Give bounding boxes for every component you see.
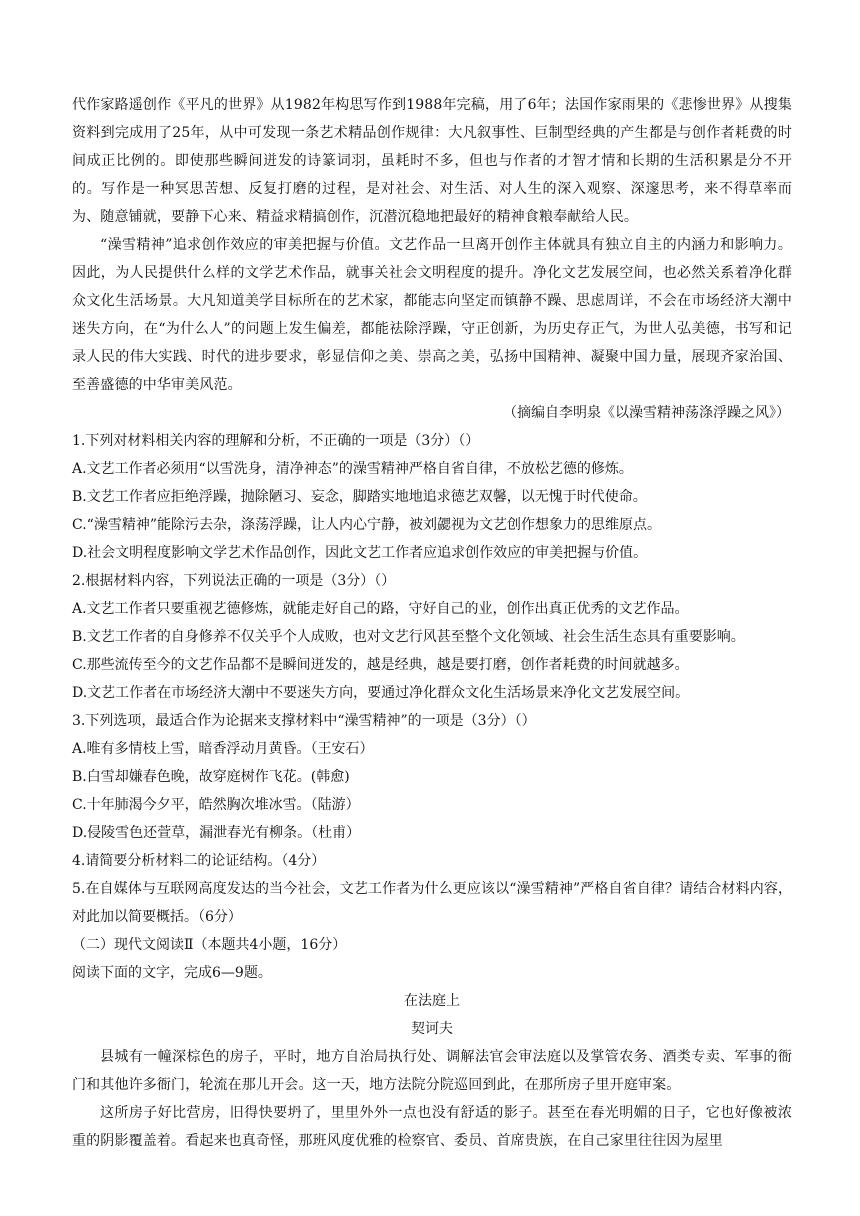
story-paragraph-1: 县城有一幢深棕色的房子，平时，地方自治局执行处、调解法官会审法庭以及掌管农务、酒类专卖、军事的衙门和其他许多衙门，轮流在那儿开会。这一天，地方法院分院巡回到此，在那所房子里开庭审案。: [72, 1049, 792, 1093]
question-4: 4.请简要分析材料二的论证结构。（4分）: [72, 853, 326, 869]
question-3-stem: 3.下列选项，最适合作为论据来支撑材料中“澡雪精神”的一项是（3分）（）: [72, 713, 536, 729]
section-two: [72, 931, 792, 1155]
question-3-option-b: B.白雪却嫌春色晚，故穿庭树作飞花。(韩愈): [72, 769, 350, 785]
questions-4-5: [72, 847, 792, 931]
question-3-option-a: A.唯有多情枝上雪，暗香浮动月黄昏。（王安石）: [72, 741, 374, 757]
question-1-stem: 1.下列对材料相关内容的理解和分析，不正确的一项是（3分）（）: [72, 433, 480, 449]
question-1-option-a: A.文艺工作者必须用“以雪洗身，清净神态”的澡雪精神严格自省自律，不放松艺德的修炼。: [72, 461, 633, 477]
question-3-option-c: C.十年肺渴今夕平，皓然胸次堆冰雪。（陆游）: [72, 797, 360, 813]
question-2-option-c: C.那些流传至今的文艺作品都不是瞬间迸发的，越是经典，越是要打磨，创作者耗费的时间就越多。: [72, 657, 689, 673]
question-2-option-d: D.文艺工作者在市场经济大潮中不要迷失方向，要通过净化群众文化生活场景来净化文艺发展空间。: [72, 685, 690, 701]
story-author: 契诃夫: [411, 1021, 453, 1037]
section-two-heading: （二）现代文阅读Ⅱ（本题共4小题，16分）: [72, 937, 347, 953]
story-paragraph-2: 这所房子好比营房，旧得快要坍了，里里外外一点也没有舒适的影子。甚至在春光明媚的日子，它也好像被浓重的阴影覆盖着。看起来也真奇怪，那班风度优雅的检察官、委员、首席贵族，在自己家里往往因为屋里: [72, 1105, 792, 1149]
question-2-option-b: B.文艺工作者的自身修养不仅关乎个人成败，也对文艺行风甚至整个文化领域、社会生活生态具有重要影响。: [72, 629, 745, 645]
question-1-option-b: B.文艺工作者应拒绝浮躁，抛除陋习、妄念，脚踏实地地追求德艺双馨，以无愧于时代使命。: [72, 489, 647, 505]
question-3: [72, 707, 792, 847]
question-3-option-d: D.侵陵雪色还萱草，漏泄春光有柳条。（杜甫）: [72, 825, 361, 841]
question-1: [72, 427, 792, 567]
question-1-option-d: D.社会文明程度影响文学艺术作品创作，因此文艺工作者应追求创作效应的审美把握与价值。: [72, 545, 648, 561]
material-paragraph-2: “澡雪精神”追求创作效应的审美把握与价值。文艺作品一旦离开创作主体就具有独立自主的内涵力和影响力。因此，为人民提供什么样的文学艺术作品，就事关社会文明程度的提升。净化文艺发展空间，也必然关系着净化群众文化生活场景。大凡知道美学目标所在的艺术家，都能志向坚定而镇静不躁、思虑周详，不会在市场经济大潮中迷失方向，在“为什么人”的问题上发生偏差，都能祛除浮躁，守正创新，为历史存正气，为世人弘美德，书写和记录人民的伟大实践、时代的进步要求，彰显信仰之美、崇高之美，弘扬中国精神、凝聚中国力量，展现齐家治国、至善盛德的中华审美风范。: [72, 237, 792, 393]
material-source-citation: （摘编自李明泉《以澡雪精神荡涤浮躁之风》）: [503, 405, 790, 421]
question-1-option-c: C.“澡雪精神”能除污去杂，涤荡浮躁，让人内心宁静，被刘勰视为文艺创作想象力的思维原点。: [72, 517, 661, 533]
question-2: [72, 567, 792, 707]
material-one: [72, 91, 792, 427]
material-paragraph-1: 代作家路遥创作《平凡的世界》从1982年构思写作到1988年完稿，用了6年；法国作家雨果的《悲惨世界》从搜集资料到完成用了25年，从中可发现一条艺术精品创作规律：大凡叙事性、巨制型经典的产生都是与创作者耗费的时间成正比例的。即使那些瞬间迸发的诗篆词羽，虽耗时不多，但也与作者的才智才情和长期的生活积累是分不开的。写作是一种冥思苦想、反复打磨的过程，是对社会、对生活、对人生的深入观察、深邃思考，来不得草率而为、随意铺就，要静下心来、精益求精搞创作，沉潜沉稳地把最好的精神食粮奉献给人民。: [72, 97, 792, 225]
question-2-option-a: A.文艺工作者只要重视艺德修炼，就能走好自己的路，守好自己的业，创作出真正优秀的文艺作品。: [72, 601, 689, 617]
exam-page-content: [72, 91, 792, 1155]
story-title: 在法庭上: [404, 993, 460, 1009]
question-5: 5.在自媒体与互联网高度发达的当今社会，文艺工作者为什么更应该以“澡雪精神”严格自省自律？请结合材料内容，对此加以简要概括。（6分）: [72, 881, 792, 925]
question-2-stem: 2.根据材料内容，下列说法正确的一项是（3分）（）: [72, 573, 396, 589]
section-two-instruction: 阅读下面的文字，完成6—9题。: [72, 965, 272, 981]
